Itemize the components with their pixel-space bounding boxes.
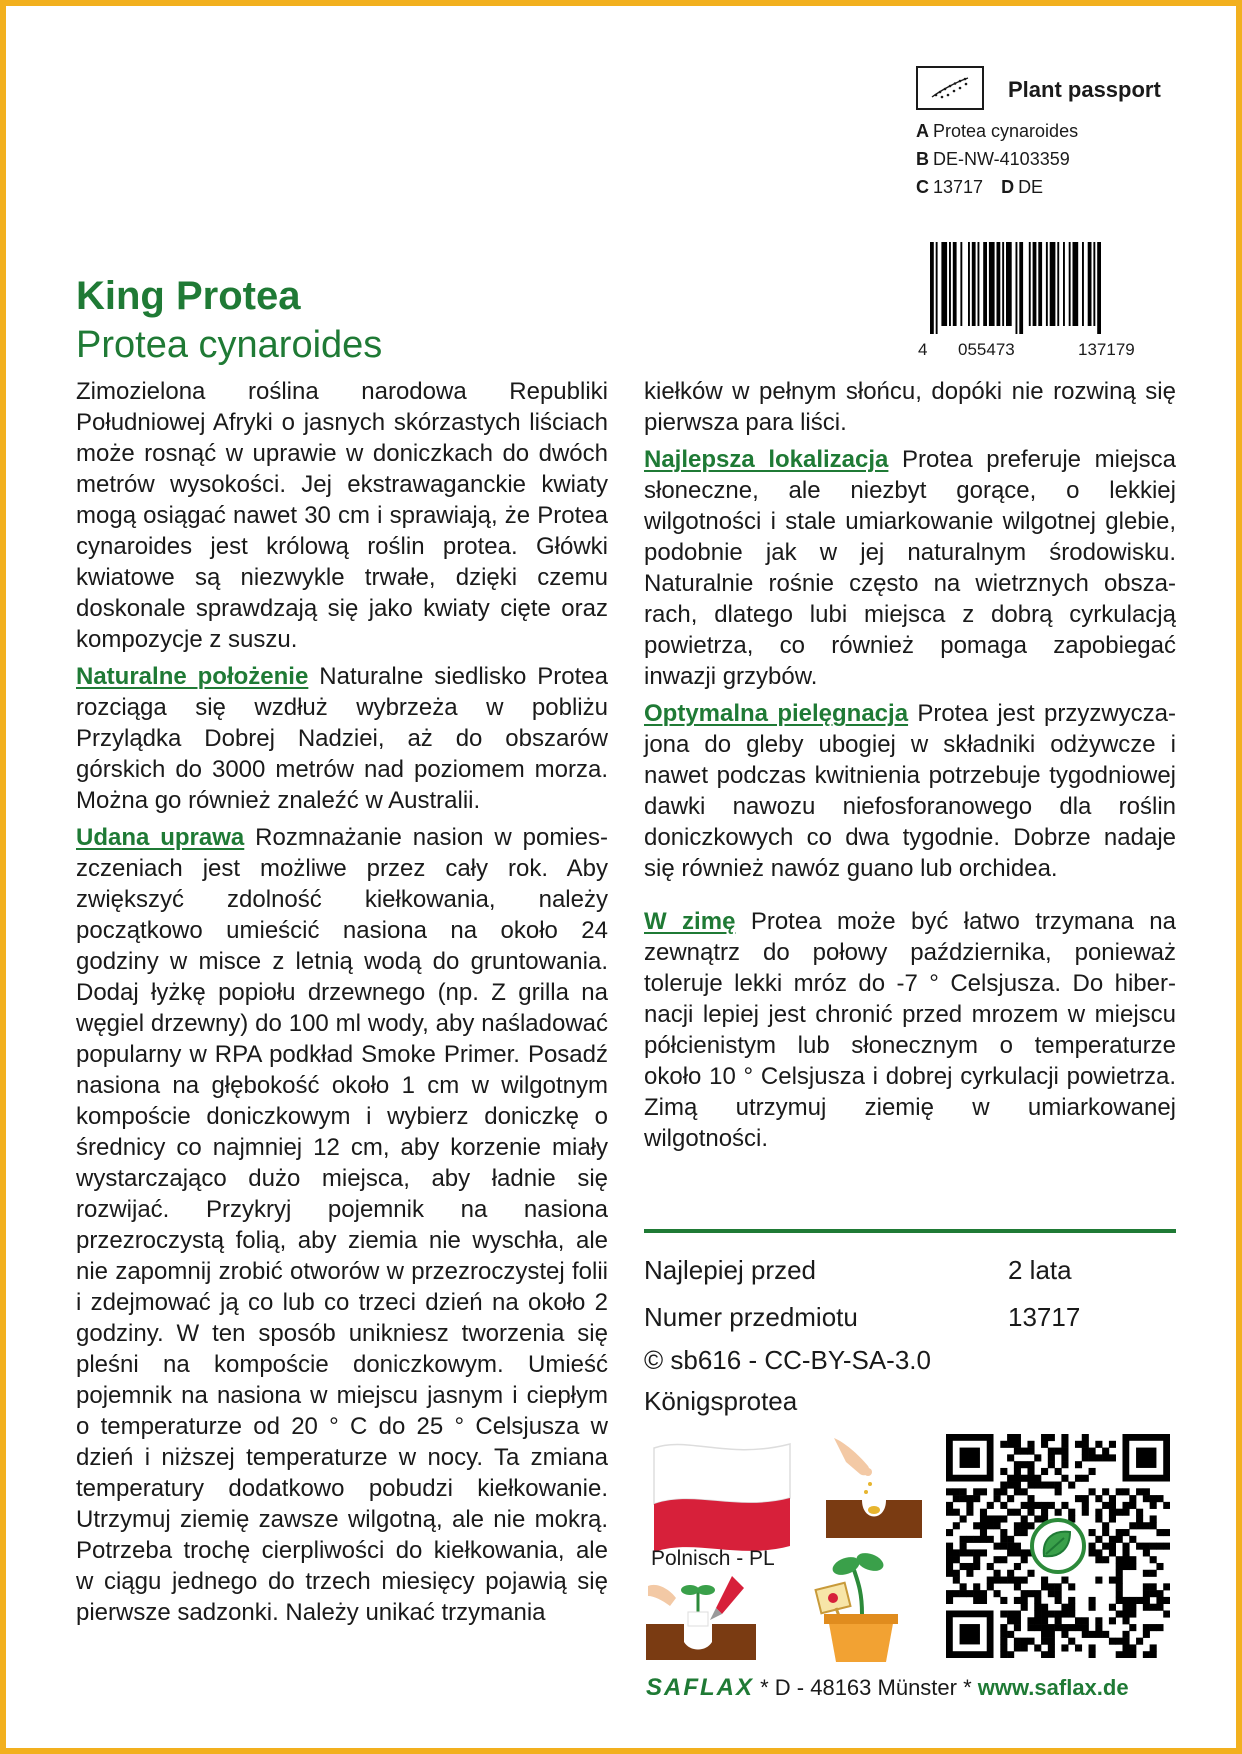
passport-line-b: B DE-NW-4103359: [916, 149, 1070, 169]
page-title: King Protea: [76, 274, 301, 318]
best-before-value: 2 lata: [1008, 1255, 1072, 1285]
section-heading: Optymalna pielęgnacja: [644, 700, 909, 727]
text-column-right: [644, 376, 1176, 1160]
brand-logo: SAFLAX: [646, 1674, 754, 1701]
language-label: Polnisch - PL: [651, 1547, 775, 1570]
section-cultivation: Udana uprawa Rozmnażanie nasion w pomieszczeniach jest możliwe przez cały rok. Aby zwiększyć zdolność kiełkowania, należy początkowo umieścić nasiona na około 24 godziny w misce z letnią wodą do gruntowania. Dodaj łyżkę popiołu drzewnego (np. Z grilla na węgiel drzewny) do 100 ml wody, aby naśladować popularny w RPA podkład Smoke Primer. Posadź nasiona na głębokość około 1 cm w wilgotnym kompoście doniczkowym i wybierz doniczkę o średnicy co najmniej 12 cm, aby korzenie miały wystarczająco dużo miejsca, aby ładnie się rozwijać. Przykryj pojemnik na nasiona przezroczystą folią, aby ziemia nie wyschła, ale nie zapomnij zrobić otworów w przezroczystej folii i zdejmować ją co lub co trzeci dzień na około 2 godziny. W ten sposób unikniesz tworzenia się pleśni na kompoście doniczkowym. Umieść pojemnik na nasiona w miejscu jasnym i ciepłym o temperaturze od 20 ° C do 25 ° Celsjusza w dzień i niższej temperaturze w nocy. Ta zmiana temperatury dodatkowo pobudzi kiełkowanie. Utrzymuj ziemię zawsze wilgotną, ale nie mokrą. Potrzeba trochę cierpliwości do kiełkowania, ale w ciągu jednego do trzech miesięcy pojawią się pierwsze sadzonki. Należy unikać trzymania: [76, 824, 608, 1626]
section-location: Najlepsza lokalizacja Protea preferuje miejsca słoneczne, ale niezbyt gorące, o lekkiej wilgotności i stale umiarkowanie wilgotnej glebie, podobnie jak w jej naturalnym środowisku. Naturalnie rośnie często na wietrznych obszarach, dlatego lubi miejsca z dobrą cyrkulacją powietrza, co również pomaga zapobiegać inwazji grzybów.: [644, 446, 1176, 690]
polish-flag-icon: [648, 1434, 796, 1554]
sowing-seed-icon: [824, 1432, 924, 1542]
qr-code-icon: [946, 1434, 1170, 1658]
address: * D - 48163 Münster *: [754, 1675, 978, 1700]
section-natural-habitat: Naturalne położenie Naturalne siedlisko Protea rozciąga się wzdłuż wybrzeża w pobliżu Przylądka Dobrej Nadziei, aż do obszarów górskich do 3000 metrów nad poziomem morza. Można go również znaleźć w Australii.: [76, 663, 608, 814]
divider: [644, 1229, 1176, 1233]
barcode: [918, 242, 1178, 357]
page-subtitle: Protea cynaroides: [76, 324, 383, 366]
barcode-digits-left: 055473: [958, 340, 1015, 359]
website-link[interactable]: www.saflax.de: [977, 1675, 1129, 1700]
section-heading: W zimę: [644, 908, 736, 935]
item-number-value: 13717: [1008, 1302, 1081, 1332]
potted-sprout-icon: [806, 1552, 916, 1664]
german-name: Königsprotea: [644, 1386, 798, 1416]
section-heading: Najlepsza lokalizacja: [644, 446, 889, 473]
passport-line-cd: C 13717 D DE: [916, 177, 1044, 197]
section-care: Optymalna pielęgnacja Protea jest przyzwyczajona do gleby ubogiej w składniki odżywcze i nawet podczas kwitnienia potrzebuje tygodniowej dawki nawozu niefosforanowego dla roślin doniczkowych co dwa tygodnie. Dobrze nadaje się również nawóz guano lub orchidea.: [644, 700, 1176, 882]
passport-line-a: A Protea cynaroides: [916, 121, 1079, 141]
eu-organic-logo-icon: [916, 66, 984, 110]
barcode-digits-right: 137179: [1078, 340, 1135, 359]
plant-passport-title: Plant passport: [1008, 77, 1161, 102]
section-heading: Udana uprawa: [76, 824, 245, 851]
section-heading: Naturalne położenie: [76, 663, 309, 690]
barcode-digit-first: 4: [918, 340, 928, 359]
item-number-label: Numer przedmiotu: [644, 1302, 858, 1332]
intro-paragraph: Zimozielona roślina narodowa Republiki Południowej Afryki o jasnych skórzastych liściach może rosnąć w uprawie w doniczkach do dwóch metrów wysokości. Jej ekstrawaganckie kwiaty mogą osiągać nawet 30 cm i sprawiają, że Protea cynaroides jest królową roślin protea. Główki kwiatowe są niezwykle trwałe, dzięki czemu doskonale sprawdzają się jako kwiaty cięte oraz kompozycje z suszu.: [76, 378, 608, 653]
best-before-label: Najlepiej przed: [644, 1255, 816, 1285]
footer: [646, 1674, 1129, 1702]
transplant-seedling-icon: [646, 1572, 756, 1662]
continued-paragraph: kiełków w pełnym słońcu, dopóki nie rozwiną się pierwsza para liści.: [644, 378, 1176, 436]
section-winter: W zimę Protea może być łatwo trzymana na zewnątrz do połowy października, ponieważ toleruje lekki mróz do -7 ° Celsjusza. Do hibernacji lepiej jest chronić przed mrozem w miejscu półcienistym lub słonecznym o temperaturze około 10 ° Celsjusza i dobrej cyrkulacji powietrza. Zimą utrzymuj ziemię w umiarkowanej wilgotności.: [644, 908, 1176, 1152]
copyright: © sb616 - CC-BY-SA-3.0: [644, 1345, 931, 1375]
text-column-left: [76, 376, 608, 1634]
